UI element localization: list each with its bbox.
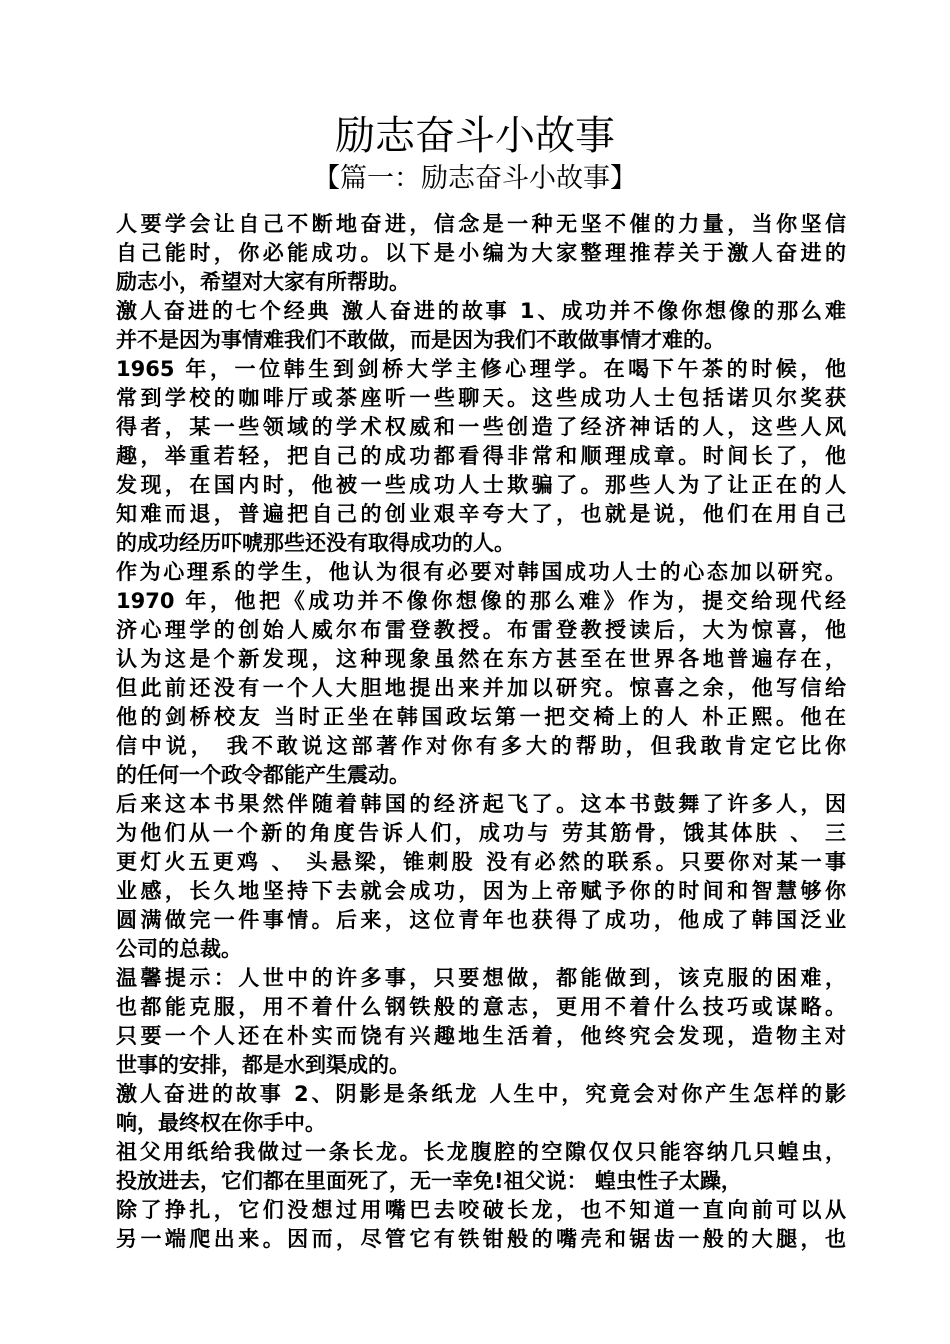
document-body <box>116 210 846 1254</box>
text-line: 作为心理系的学生，他认为很有必要对韩国成功人士的心态加以研究。 <box>116 560 846 584</box>
text-line: 发现，在国内时，他被一些成功人士欺骗了。那些人为了让正在的人 <box>116 473 846 497</box>
text-line: 圆满做完一件事情。后来，这位青年也获得了成功，他成了韩国泛业 <box>116 908 846 932</box>
text-line: 并不是因为事情难我们不敢做，而是因为我们不敢做事情才难的。 <box>116 328 725 352</box>
text-line: 励志小，希望对大家有所帮助。 <box>116 270 410 294</box>
text-line: 的成功经历吓唬那些还没有取得成功的人。 <box>116 531 515 555</box>
text-line: 的任何一个政令都能产生震动。 <box>116 763 410 787</box>
text-line: 响，最终权在你手中。 <box>116 1111 326 1135</box>
text-line: 公司的总裁。 <box>116 937 242 961</box>
text-line: 济心理学的创始人威尔布雷登教授。布雷登教授读后，大为惊喜，他 <box>116 618 846 642</box>
text-line: 知难而退，普遍把自己的创业艰辛夸大了，也就是说，他们在用自己 <box>116 502 846 526</box>
text-line: 更灯火五更鸡 、 头悬梁，锥刺股 没有必然的联系。只要你对某一事 <box>116 850 846 874</box>
text-line: 常到学校的咖啡厅或茶座听一些聊天。这些成功人士包括诺贝尔奖获 <box>116 386 846 410</box>
text-line: 激人奋进的七个经典 激人奋进的故事 1、成功并不像你想像的那么难 <box>116 299 846 323</box>
text-line: 1965 年，一位韩生到剑桥大学主修心理学。在喝下午茶的时候，他 <box>116 357 846 381</box>
text-line: 投放进去，它们都在里面死了，无一幸免!祖父说： 蝗虫性子太躁， <box>116 1169 742 1193</box>
document-subtitle: 【篇一：励志奋斗小故事】 <box>313 163 637 194</box>
text-line: 认为这是个新发现，这种现象虽然在东方甚至在世界各地普遍存在， <box>116 647 846 671</box>
text-line: 但此前还没有一个人大胆地提出来并加以研究。惊喜之余，他写信给 <box>116 676 846 700</box>
text-line: 激人奋进的故事 2、阴影是条纸龙 人生中，究竟会对你产生怎样的影 <box>116 1082 846 1106</box>
text-line: 另一端爬出来。因而，尽管它有铁钳般的嘴壳和锯齿一般的大腿，也 <box>116 1227 846 1251</box>
text-line: 后来这本书果然伴随着韩国的经济起飞了。这本书鼓舞了许多人，因 <box>116 792 846 816</box>
text-line: 1970 年，他把《成功并不像你想像的那么难》作为，提交给现代经 <box>116 589 846 613</box>
text-line: 温馨提示：人世中的许多事，只要想做，都能做到，该克服的困难， <box>116 966 846 990</box>
text-line: 他的剑桥校友 当时正坐在韩国政坛第一把交椅上的人 朴正熙。他在 <box>116 705 846 729</box>
document-title: 励志奋斗小故事 <box>335 113 615 159</box>
text-line: 祖父用纸给我做过一条长龙。长龙腹腔的空隙仅仅只能容纳几只蝗虫， <box>116 1140 846 1164</box>
text-line: 世事的安排，都是水到渠成的。 <box>116 1053 410 1077</box>
text-line: 也都能克服，用不着什么钢铁般的意志，更用不着什么技巧或谋略。 <box>116 995 846 1019</box>
text-line: 信中说， 我不敢说这部著作对你有多大的帮助，但我敢肯定它比你 <box>116 734 846 758</box>
text-line: 得者，某一些领域的学术权威和一些创造了经济神话的人，这些人风 <box>116 415 846 439</box>
text-line: 除了挣扎，它们没想过用嘴巴去咬破长龙，也不知道一直向前可以从 <box>116 1198 846 1222</box>
text-line: 趣，举重若轻，把自己的成功都看得非常和顺理成章。时间长了，他 <box>116 444 846 468</box>
text-line: 业感，长久地坚持下去就会成功，因为上帝赋予你的时间和智慧够你 <box>116 879 846 903</box>
text-line: 只要一个人还在朴实而饶有兴趣地生活着，他终究会发现，造物主对 <box>116 1024 846 1048</box>
text-line: 自己能时，你必能成功。以下是小编为大家整理推荐关于激人奋进的 <box>116 241 846 265</box>
text-line: 为他们从一个新的角度告诉人们，成功与 劳其筋骨，饿其体肤 、 三 <box>116 821 846 845</box>
text-line: 人要学会让自己不断地奋进，信念是一种无坚不催的力量，当你坚信 <box>116 212 846 236</box>
